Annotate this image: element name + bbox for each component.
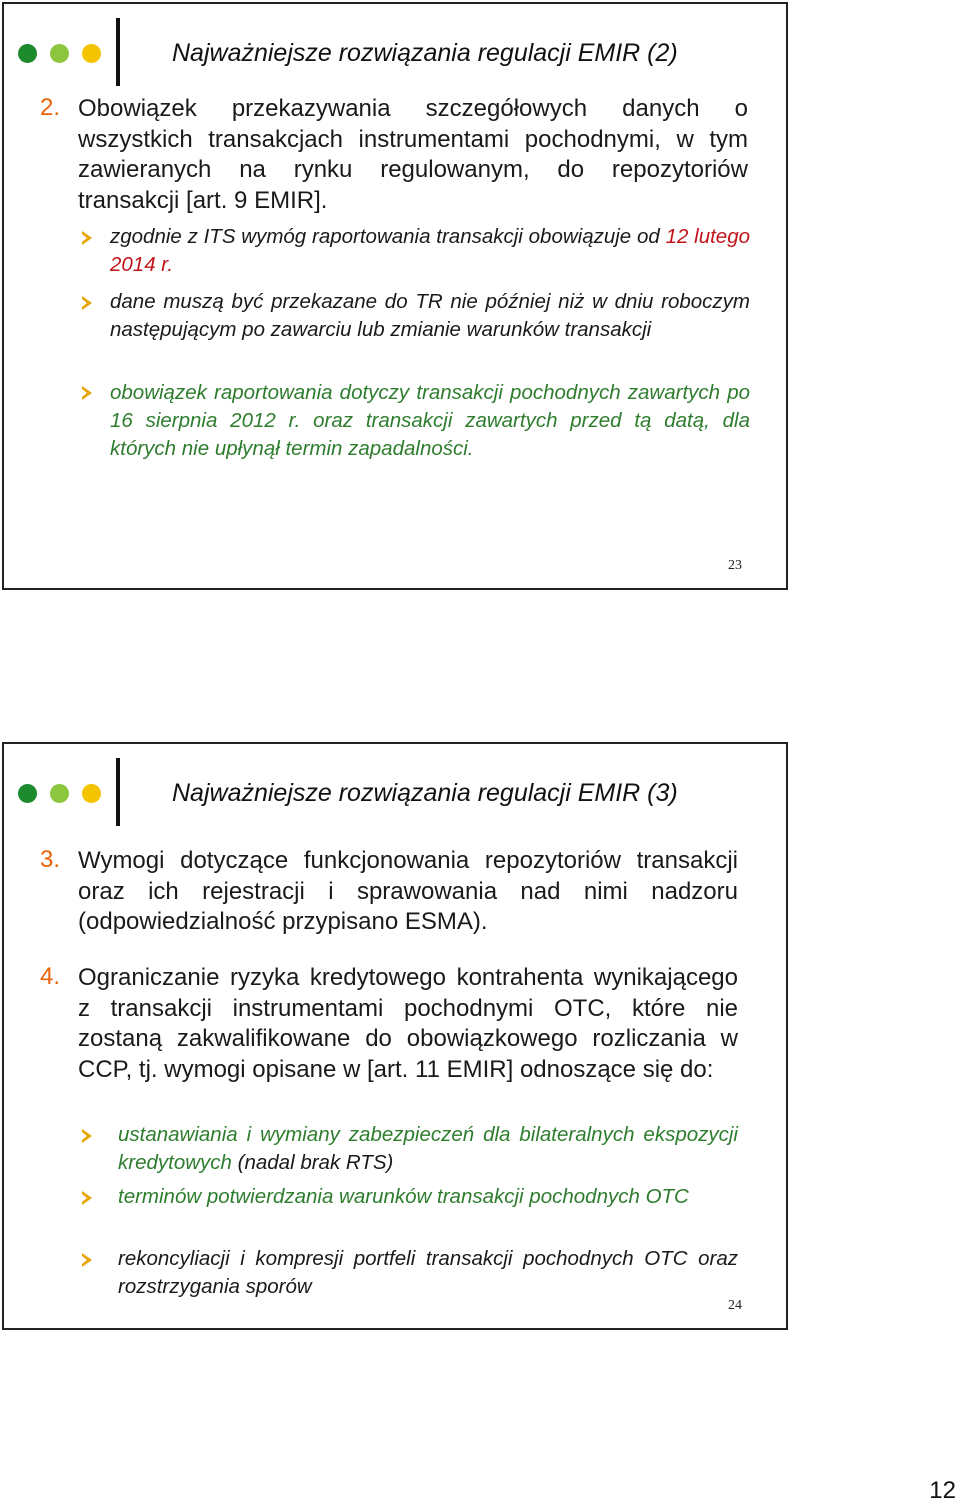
arrow-bullet-icon — [82, 386, 92, 400]
slide-title: Najważniejsze rozwiązania regulacji EMIR (3) — [172, 779, 678, 807]
slide-title: Najważniejsze rozwiązania regulacji EMIR (2) — [172, 39, 678, 67]
slide-23 — [2, 2, 788, 590]
item-text: Obowiązek przekazywania szczegółowych danych o wszystkich transakcjach instrumentami pochodnymi, w tym zawieranych na rynku regulowanym, do repozytoriów transakcji [art. 9 EMIR]. — [78, 95, 748, 214]
arrow-bullet-icon — [82, 296, 92, 310]
bullet-item: zgodnie z ITS wymóg raportowania transakcji obowiązuje od 12 lutego 2014 r. — [110, 225, 750, 276]
arrow-bullet-icon — [82, 1253, 92, 1267]
title-divider — [116, 18, 120, 86]
bullet-item: rekoncyliacji i kompresji portfeli transakcji pochodnych OTC oraz rozstrzygania sporów — [118, 1247, 738, 1298]
bullet-item: dane muszą być przekazane do TR nie później niż w dniu roboczym następującym po zawarciu lub zmianie warunków transakcji — [110, 290, 750, 341]
item-text: Ograniczanie ryzyka kredytowego kontrahenta wynikającego z transakcji instrumentami pochodnymi OTC, które nie zostaną zakwalifikowane do obowiązkowego rozliczania w CCP, tj. wymogi opisane w [art. 11 EMIR] odnoszące się do: — [78, 964, 738, 1083]
light-green-dot-icon — [50, 44, 69, 63]
item-number: 2. — [40, 94, 61, 121]
green-dot-icon — [18, 784, 37, 803]
item-text: Wymogi dotyczące funkcjonowania repozytoriów transakcji oraz ich rejestracji i sprawowania nad nimi nadzoru (odpowiedzialność przypisano ESMA). — [78, 847, 738, 935]
arrow-bullet-icon — [82, 231, 92, 245]
yellow-dot-icon — [82, 784, 101, 803]
bullet-item: ustanawiania i wymiany zabezpieczeń dla bilateralnych ekspozycji kredytowych (nadal brak RTS) — [118, 1123, 738, 1174]
bullet-item: terminów potwierdzania warunków transakcji pochodnych OTC — [118, 1185, 689, 1208]
slide-24 — [2, 742, 788, 1330]
slide-page-number: 23 — [728, 558, 742, 573]
slide-page-number: 24 — [728, 1298, 742, 1313]
arrow-bullet-icon — [82, 1129, 92, 1143]
item-number: 3. — [40, 846, 61, 873]
title-divider — [116, 758, 120, 826]
green-dot-icon — [18, 44, 37, 63]
document-page-number: 12 — [929, 1477, 956, 1504]
bullet-item: obowiązek raportowania dotyczy transakcji pochodnych zawartych po 16 sierpnia 2012 r. oraz transakcji zawartych przed tą datą, dla których nie upłynął termin zapadalności. — [110, 381, 750, 460]
light-green-dot-icon — [50, 784, 69, 803]
item-number: 4. — [40, 963, 61, 990]
yellow-dot-icon — [82, 44, 101, 63]
arrow-bullet-icon — [82, 1191, 92, 1205]
